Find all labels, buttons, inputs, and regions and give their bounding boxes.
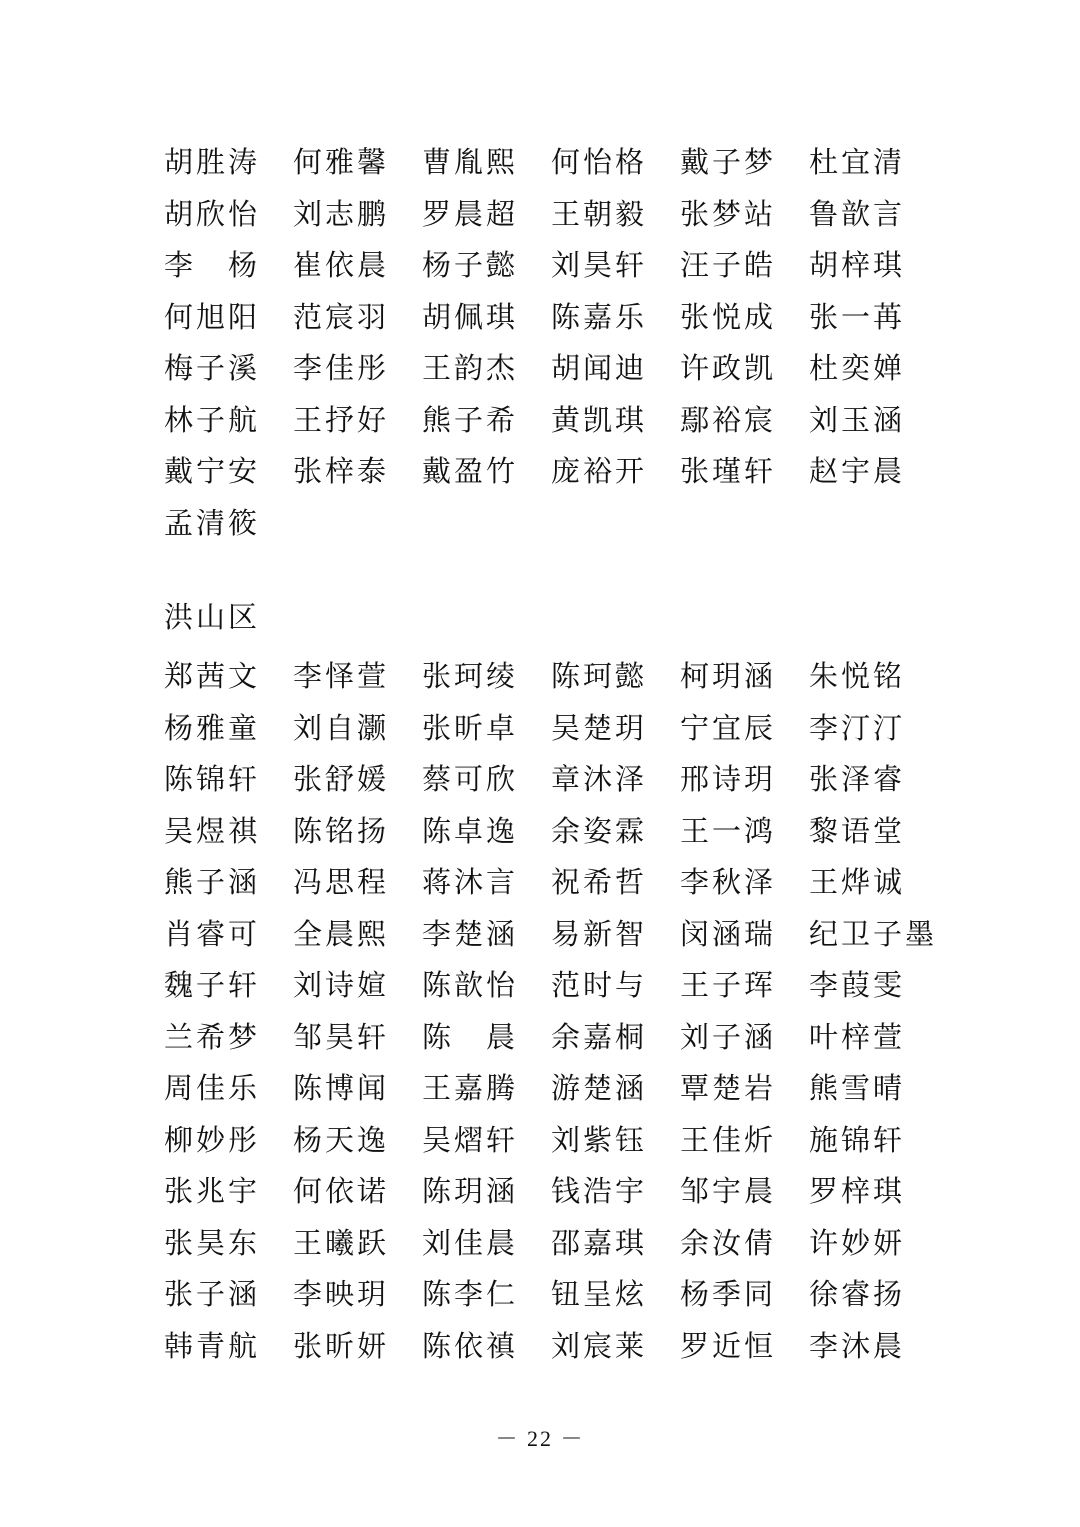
name-cell: 王子珲 bbox=[680, 968, 777, 1003]
name-cell: 张子涵 bbox=[164, 1277, 261, 1312]
name-cell: 张兆宇 bbox=[164, 1174, 261, 1209]
name-cell: 张昊东 bbox=[164, 1225, 261, 1260]
name-row bbox=[164, 1321, 938, 1373]
name-cell: 余姿霖 bbox=[551, 813, 648, 848]
name-cell: 蒋沐言 bbox=[422, 865, 519, 900]
page-number: － 22 － bbox=[495, 1426, 585, 1451]
name-cell: 许政凯 bbox=[680, 351, 777, 386]
name-cell: 王一鸿 bbox=[680, 813, 777, 848]
name-row bbox=[164, 1012, 938, 1064]
name-cell: 王烨诚 bbox=[809, 865, 906, 900]
name-cell: 李 杨 bbox=[164, 248, 261, 283]
name-cell: 张昕卓 bbox=[422, 710, 519, 745]
name-cell: 张瑾轩 bbox=[680, 454, 777, 489]
name-cell: 闵涵瑞 bbox=[680, 916, 777, 951]
name-cell: 张泽睿 bbox=[809, 762, 906, 797]
name-cell: 李葭雯 bbox=[809, 968, 906, 1003]
name-cell: 许妙妍 bbox=[809, 1225, 906, 1260]
name-cell: 杨雅童 bbox=[164, 710, 261, 745]
name-cell: 施锦轩 bbox=[809, 1122, 906, 1157]
name-cell: 李沐晨 bbox=[809, 1328, 906, 1363]
name-row bbox=[164, 1115, 938, 1167]
name-row bbox=[164, 1218, 938, 1270]
name-cell: 王曦跃 bbox=[293, 1225, 390, 1260]
name-cell: 李秋泽 bbox=[680, 865, 777, 900]
name-cell: 黄凯琪 bbox=[551, 402, 648, 437]
name-cell: 章沐泽 bbox=[551, 762, 648, 797]
name-cell: 王朝毅 bbox=[551, 196, 648, 231]
name-cell: 王韵杰 bbox=[422, 351, 519, 386]
name-cell: 郑茜文 bbox=[164, 659, 261, 694]
name-cell: 蔡可欣 bbox=[422, 762, 519, 797]
name-cell: 刘自灏 bbox=[293, 710, 390, 745]
name-row bbox=[164, 1269, 938, 1321]
name-cell: 刘子涵 bbox=[680, 1019, 777, 1054]
name-cell: 胡欣怡 bbox=[164, 196, 261, 231]
name-cell: 庞裕开 bbox=[551, 454, 648, 489]
name-cell: 陈铭扬 bbox=[293, 813, 390, 848]
name-cell: 刘玉涵 bbox=[809, 402, 906, 437]
name-cell: 陈博闻 bbox=[293, 1071, 390, 1106]
name-cell: 徐睿扬 bbox=[809, 1277, 906, 1312]
name-cell: 王抒好 bbox=[293, 402, 390, 437]
name-cell: 余嘉桐 bbox=[551, 1019, 648, 1054]
name-cell: 汪子皓 bbox=[680, 248, 777, 283]
name-cell: 何旭阳 bbox=[164, 299, 261, 334]
name-cell: 邢诗玥 bbox=[680, 762, 777, 797]
name-cell: 陈卓逸 bbox=[422, 813, 519, 848]
name-cell: 兰希梦 bbox=[164, 1019, 261, 1054]
district-heading: 洪山区 bbox=[164, 600, 261, 634]
name-cell: 陈珂懿 bbox=[551, 659, 648, 694]
name-cell: 鲁歆言 bbox=[809, 196, 906, 231]
name-row bbox=[164, 754, 938, 806]
name-cell: 胡佩琪 bbox=[422, 299, 519, 334]
name-cell: 邹宇晨 bbox=[680, 1174, 777, 1209]
name-cell: 李佳彤 bbox=[293, 351, 390, 386]
name-cell: 冯思程 bbox=[293, 865, 390, 900]
name-cell: 杜宜清 bbox=[809, 145, 906, 180]
name-cell: 张梓泰 bbox=[293, 454, 390, 489]
name-cell: 杨天逸 bbox=[293, 1122, 390, 1157]
name-cell: 刘志鹏 bbox=[293, 196, 390, 231]
name-list-section-1 bbox=[164, 137, 938, 549]
name-cell: 陈嘉乐 bbox=[551, 299, 648, 334]
name-row bbox=[164, 137, 938, 189]
name-cell: 陈李仁 bbox=[422, 1277, 519, 1312]
name-cell: 柯玥涵 bbox=[680, 659, 777, 694]
name-row bbox=[164, 703, 938, 755]
name-cell: 何怡格 bbox=[551, 145, 648, 180]
name-cell: 刘紫钰 bbox=[551, 1122, 648, 1157]
name-cell: 朱悦铭 bbox=[809, 659, 906, 694]
name-cell: 钮呈炫 bbox=[551, 1277, 648, 1312]
name-row bbox=[164, 806, 938, 858]
name-row bbox=[164, 909, 938, 961]
name-cell: 戴宁安 bbox=[164, 454, 261, 489]
name-cell: 林子航 bbox=[164, 402, 261, 437]
name-cell: 张舒媛 bbox=[293, 762, 390, 797]
name-cell: 王嘉腾 bbox=[422, 1071, 519, 1106]
name-cell: 易新智 bbox=[551, 916, 648, 951]
name-cell: 周佳乐 bbox=[164, 1071, 261, 1106]
name-row bbox=[164, 1063, 938, 1115]
name-cell: 范宸羽 bbox=[293, 299, 390, 334]
name-cell: 李楚涵 bbox=[422, 916, 519, 951]
name-row bbox=[164, 240, 938, 292]
name-cell: 纪卫子墨 bbox=[809, 916, 938, 951]
name-cell: 陈玥涵 bbox=[422, 1174, 519, 1209]
name-cell: 李怿萱 bbox=[293, 659, 390, 694]
name-cell: 罗梓琪 bbox=[809, 1174, 906, 1209]
name-cell: 叶梓萱 bbox=[809, 1019, 906, 1054]
name-cell: 覃楚岩 bbox=[680, 1071, 777, 1106]
name-cell: 张梦站 bbox=[680, 196, 777, 231]
name-cell: 刘宸莱 bbox=[551, 1328, 648, 1363]
name-cell: 罗晨超 bbox=[422, 196, 519, 231]
name-cell: 王佳炘 bbox=[680, 1122, 777, 1157]
name-list-section-2 bbox=[164, 651, 938, 1372]
name-cell: 鄢裕宸 bbox=[680, 402, 777, 437]
name-row bbox=[164, 343, 938, 395]
name-cell: 吴楚玥 bbox=[551, 710, 648, 745]
name-cell: 崔依晨 bbox=[293, 248, 390, 283]
name-cell: 宁宜辰 bbox=[680, 710, 777, 745]
name-cell: 余汝倩 bbox=[680, 1225, 777, 1260]
name-cell: 吴熠轩 bbox=[422, 1122, 519, 1157]
name-cell: 罗近恒 bbox=[680, 1328, 777, 1363]
name-cell: 全晨熙 bbox=[293, 916, 390, 951]
name-cell: 范时与 bbox=[551, 968, 648, 1003]
name-cell: 陈歆怡 bbox=[422, 968, 519, 1003]
name-row bbox=[164, 446, 938, 498]
name-cell: 杨子懿 bbox=[422, 248, 519, 283]
name-cell: 刘诗媗 bbox=[293, 968, 390, 1003]
name-cell: 杨季同 bbox=[680, 1277, 777, 1312]
name-cell: 魏子轩 bbox=[164, 968, 261, 1003]
name-row bbox=[164, 498, 938, 550]
name-cell: 何依诺 bbox=[293, 1174, 390, 1209]
name-cell: 肖睿可 bbox=[164, 916, 261, 951]
name-cell: 刘佳晨 bbox=[422, 1225, 519, 1260]
name-row bbox=[164, 395, 938, 447]
name-cell: 曹胤熙 bbox=[422, 145, 519, 180]
name-cell: 张昕妍 bbox=[293, 1328, 390, 1363]
name-cell: 邹昊轩 bbox=[293, 1019, 390, 1054]
name-cell: 陈 晨 bbox=[422, 1019, 519, 1054]
name-cell: 张一苒 bbox=[809, 299, 906, 334]
name-cell: 戴子梦 bbox=[680, 145, 777, 180]
name-cell: 戴盈竹 bbox=[422, 454, 519, 489]
name-cell: 刘昊轩 bbox=[551, 248, 648, 283]
name-cell: 祝希哲 bbox=[551, 865, 648, 900]
name-cell: 杜奕婵 bbox=[809, 351, 906, 386]
name-row bbox=[164, 857, 938, 909]
name-cell: 何雅馨 bbox=[293, 145, 390, 180]
name-cell: 梅子溪 bbox=[164, 351, 261, 386]
name-cell: 张珂绫 bbox=[422, 659, 519, 694]
name-cell: 胡胜涛 bbox=[164, 145, 261, 180]
name-cell: 柳妙彤 bbox=[164, 1122, 261, 1157]
name-cell: 胡闻迪 bbox=[551, 351, 648, 386]
name-cell: 韩青航 bbox=[164, 1328, 261, 1363]
name-row bbox=[164, 960, 938, 1012]
name-cell: 吴煜祺 bbox=[164, 813, 261, 848]
name-cell: 张悦成 bbox=[680, 299, 777, 334]
name-row bbox=[164, 292, 938, 344]
name-cell: 李映玥 bbox=[293, 1277, 390, 1312]
name-cell: 黎语堂 bbox=[809, 813, 906, 848]
name-cell: 陈锦轩 bbox=[164, 762, 261, 797]
name-cell: 陈依禛 bbox=[422, 1328, 519, 1363]
name-cell: 熊雪晴 bbox=[809, 1071, 906, 1106]
name-cell: 李汀汀 bbox=[809, 710, 906, 745]
name-cell: 孟清筱 bbox=[164, 505, 261, 540]
name-cell: 熊子涵 bbox=[164, 865, 261, 900]
name-cell: 邵嘉琪 bbox=[551, 1225, 648, 1260]
name-cell: 胡梓琪 bbox=[809, 248, 906, 283]
name-cell: 钱浩宇 bbox=[551, 1174, 648, 1209]
name-cell: 熊子希 bbox=[422, 402, 519, 437]
name-row bbox=[164, 651, 938, 703]
name-cell: 赵宇晨 bbox=[809, 454, 906, 489]
name-row bbox=[164, 1166, 938, 1218]
name-row bbox=[164, 189, 938, 241]
name-cell: 游楚涵 bbox=[551, 1071, 648, 1106]
